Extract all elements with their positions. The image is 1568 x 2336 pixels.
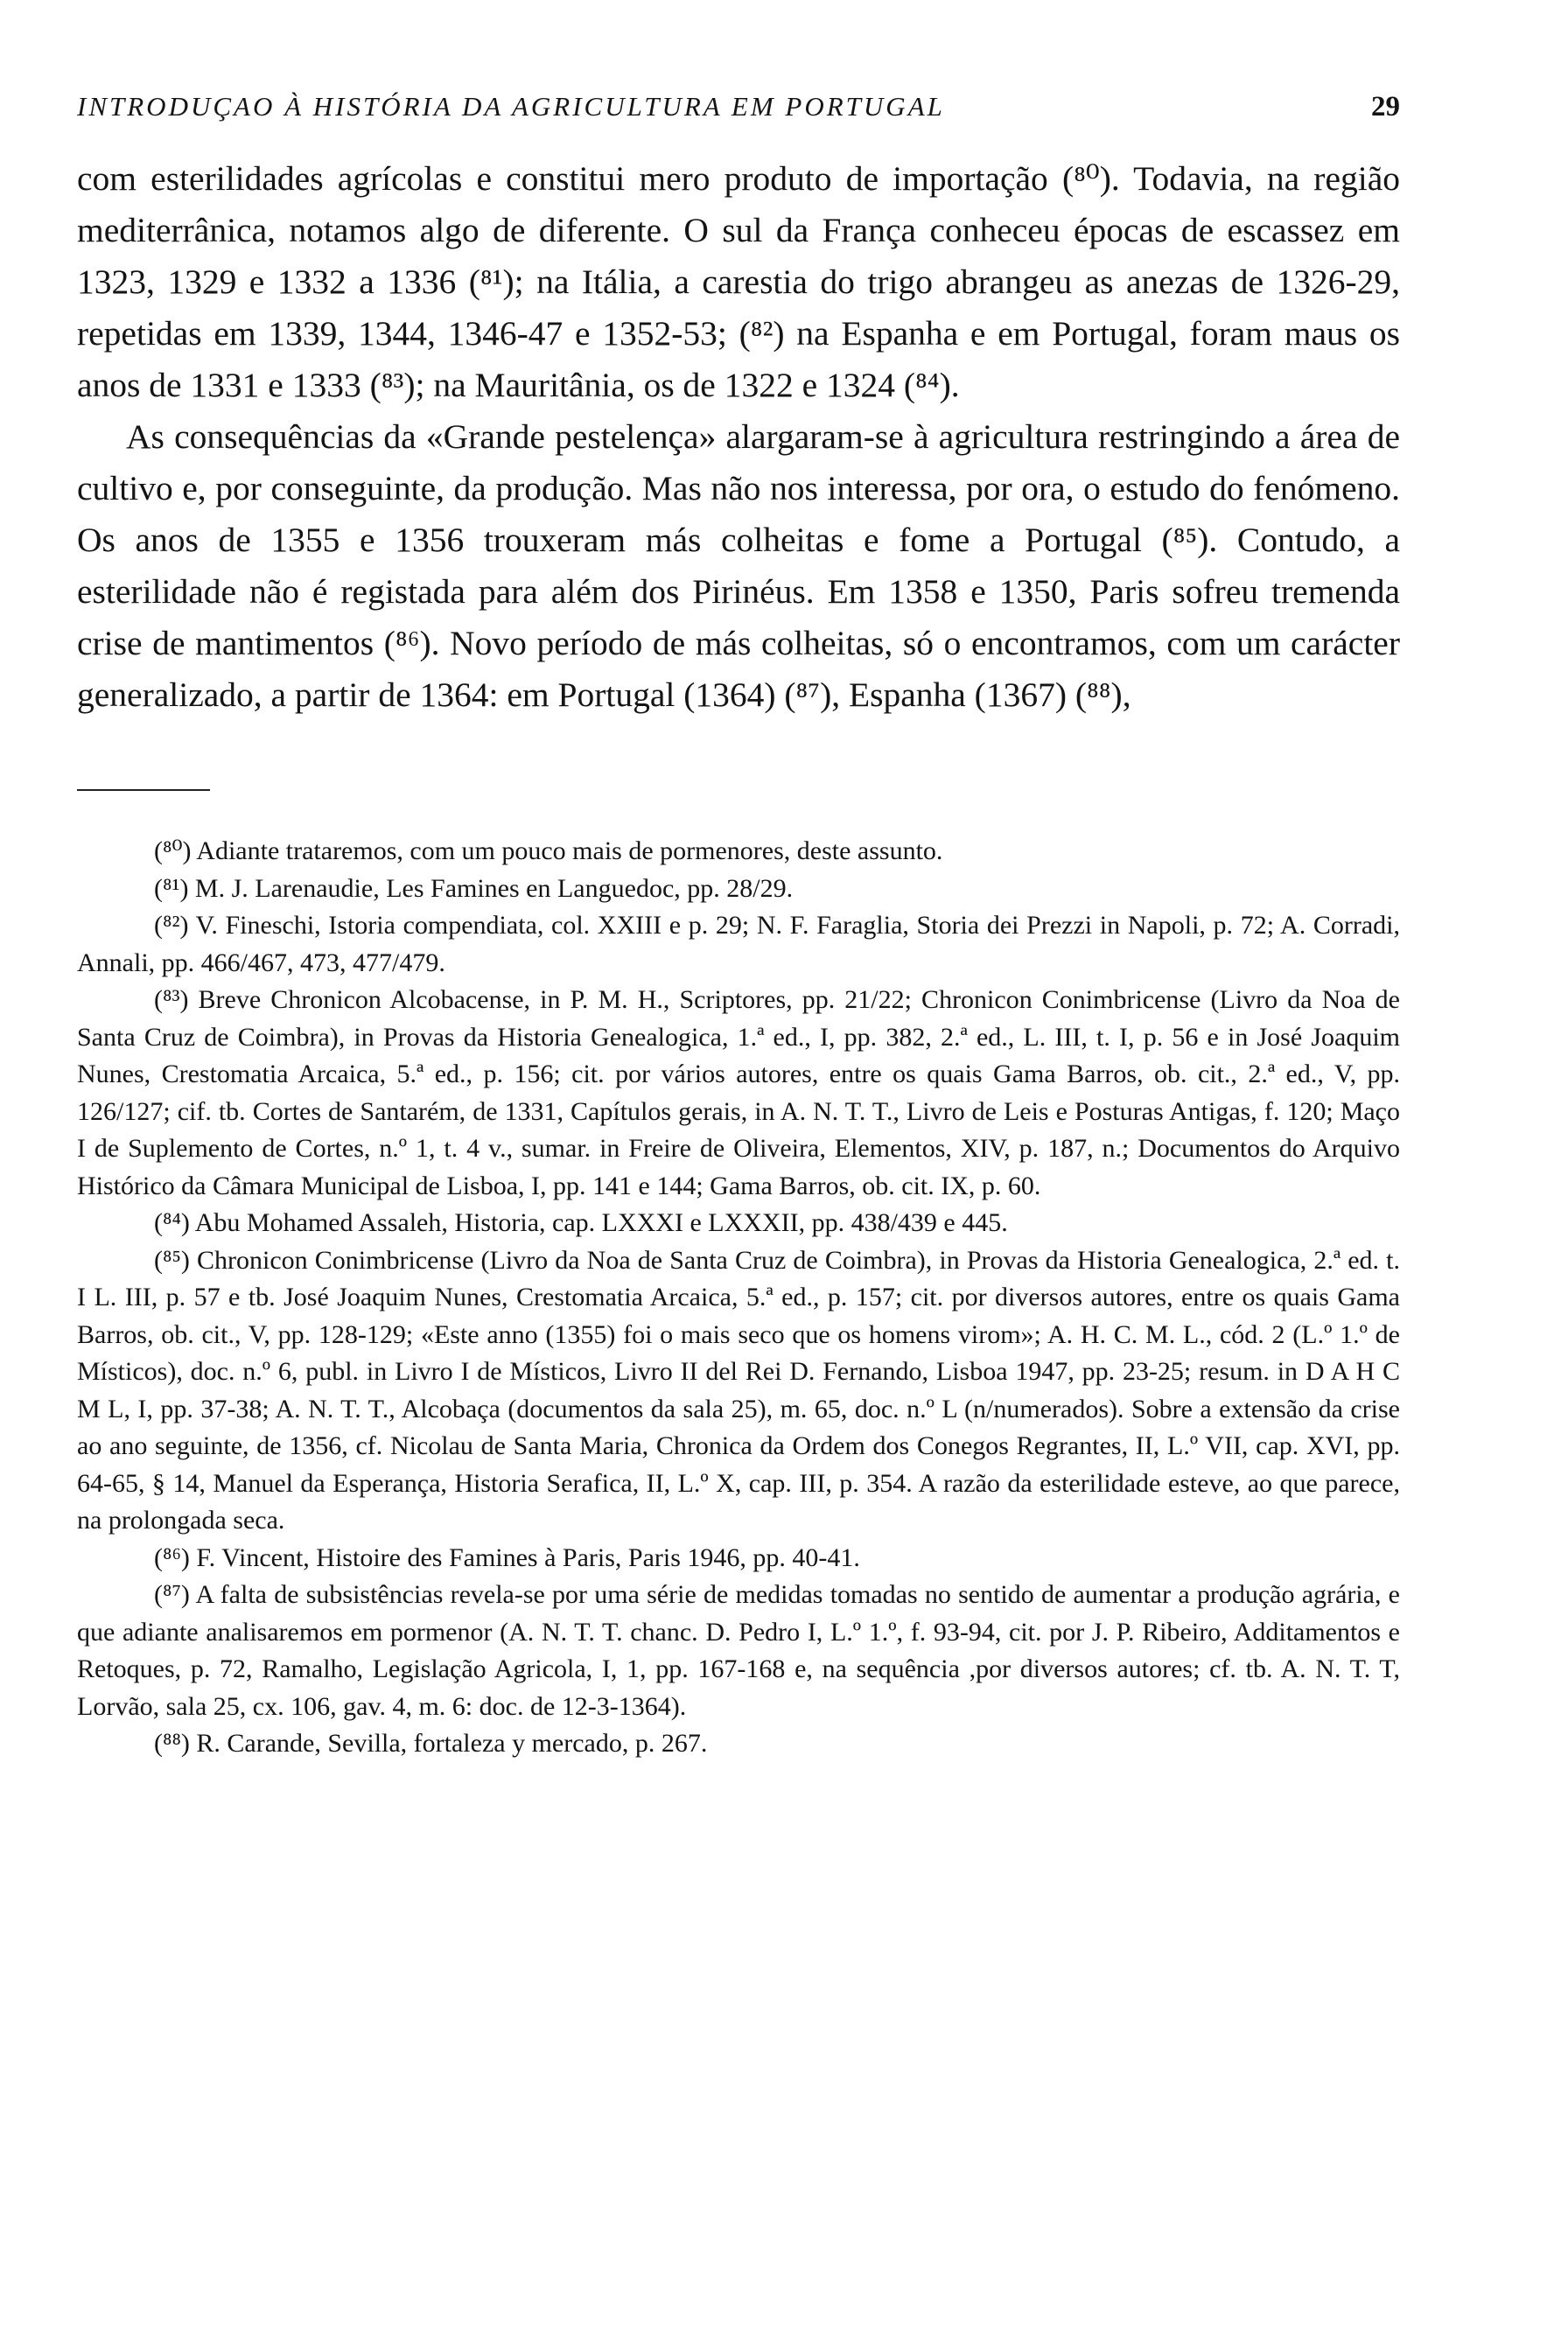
footnote-80: (⁸⁰) Adiante trataremos, com um pouco mais de pormenores, deste assunto. [154,836,943,865]
footnote-85: (⁸⁵) Chronicon Conimbricense (Livro da Noa de Santa Cruz de Coimbra), in Provas da Historia Genealogica, 2.ª ed. t. I L. III, p. 57 e tb. José Joaquim Nunes, Crestomatia Arcaica, 5.ª ed., p. 157; cit. por diversos autores, entre os quais Gama Barros, ob. cit., V, pp. 128-129; «Este anno (1355) foi o mais seco que os homens virom»; A. H. C. M. L., cód. 2 (L.º 1.º de Místicos), doc. n.º 6, publ. in Livro I de Místicos, Livro II del Rei D. Fernando, Lisboa 1947, pp. 23-25; resum. in D A H C M L, I, pp. 37-38; A. N. T. T., Alcobaça (documentos da sala 25), m. 65, doc. n.º L (n/numerados). Sobre a extensão da crise ao ano seguinte, de 1356, cf. Nicolau de Santa Maria, Chronica da Ordem dos Conegos Regrantes, II, L.º VII, cap. XVI, pp. 64-65, § 14, Manuel da Esperança, Historia Serafica, II, L.º X, cap. III, p. 354. A razão da esterilidade esteve, ao que parece, na prolongada seca. [77,1245,1400,1535]
footnote-82: (⁸²) V. Fineschi, Istoria compendiata, col. XXIII e p. 29; N. F. Faraglia, Storia dei Prezzi in Napoli, p. 72; A. Corradi, Annali, pp. 466/467, 473, 477/479. [77,911,1400,977]
footnote-separator [77,789,210,791]
body-paragraph: com esterilidades agrícolas e constitui mero produto de importação (⁸⁰). Todavia, na região mediterrânica, notamos algo de diferente. O sul da França conheceu épocas de escassez em 1323, 1329 e 1332 a 1336 (⁸¹); na Itália, a carestia do trigo abrangeu as anezas de 1326-29, repetidas em 1339, 1344, 1346-47 e 1352-53; (⁸²) na Espanha e em Portugal, foram maus os anos de 1331 e 1333 (⁸³); na Mauritânia, os de 1322 e 1324 (⁸⁴). [77,159,1400,404]
page-number: 29 [1371,91,1400,122]
body-paragraph: As consequências da «Grande pestelença» alargaram-se à agricultura restringindo a área de cultivo e, por conseguinte, da produção. Mas não nos interessa, por ora, o estudo do fenómeno. Os anos de 1355 e 1356 trouxeram más colheitas e fome a Portugal (⁸⁵). Contudo, a esterilidade não é registada para além dos Pirinéus. Em 1358 e 1350, Paris sofreu tremenda crise de mantimentos (⁸⁶). Novo período de más colheitas, só o encontramos, com um carácter generalizado, a partir de 1364: em Portugal (1364) (⁸⁷), Espanha (1367) (⁸⁸), [77,417,1400,714]
document-page [77,91,1400,1763]
footnote-84: (⁸⁴) Abu Mohamed Assaleh, Historia, cap. LXXXI e LXXXII, pp. 438/439 e 445. [154,1208,1008,1237]
footnote-88: (⁸⁸) R. Carande, Sevilla, fortaleza y mercado, p. 267. [154,1729,708,1758]
footnote-87: (⁸⁷) A falta de subsistências revela-se por uma série de medidas tomadas no sentido de aumentar a produção agrária, e que adiante analisaremos em pormenor (A. N. T. T. chanc. D. Pedro I, L.º 1.º, f. 93-94, cit. por J. P. Ribeiro, Additamentos e Retoques, p. 72, Ramalho, Legislação Agricola, I, 1, pp. 167-168 e, na sequência ,por diversos autores; cf. tb. A. N. T. T, Lorvão, sala 25, cx. 106, gav. 4, m. 6: doc. de 12-3-1364). [77,1580,1400,1721]
running-title: INTRODUÇAO À HISTÓRIA DA AGRICULTURA EM PORTUGAL [77,91,945,122]
footnote-86: (⁸⁶) F. Vincent, Histoire des Famines à Paris, Paris 1946, pp. 40-41. [154,1542,860,1572]
footnote-83: (⁸³) Breve Chronicon Alcobacense, in P. M. H., Scriptores, pp. 21/22; Chronicon Conimbricense (Livro da Noa de Santa Cruz de Coimbra), in Provas da Historia Genealogica, 1.ª ed., I, pp. 382, 2.ª ed., L. III, t. I, p. 56 e in José Joaquim Nunes, Crestomatia Arcaica, 5.ª ed., p. 156; cit. por vários autores, entre os quais Gama Barros, ob. cit., 2.ª ed., V, pp. 126/127; cif. tb. Cortes de Santarém, de 1331, Capítulos gerais, in A. N. T. T., Livro de Leis e Posturas Antigas, f. 120; Maço I de Suplemento de Cortes, n.º 1, t. 4 v., sumar. in Freire de Oliveira, Elementos, XIV, p. 187, n.; Documentos do Arquivo Histórico da Câmara Municipal de Lisboa, I, pp. 141 e 144; Gama Barros, ob. cit. IX, p. 60. [77,985,1400,1200]
footnote-81: (⁸¹) M. J. Larenaudie, Les Famines en Languedoc, pp. 28/29. [154,873,794,903]
body-text [77,153,1400,721]
footnotes [77,833,1400,1763]
running-header [77,91,1400,123]
